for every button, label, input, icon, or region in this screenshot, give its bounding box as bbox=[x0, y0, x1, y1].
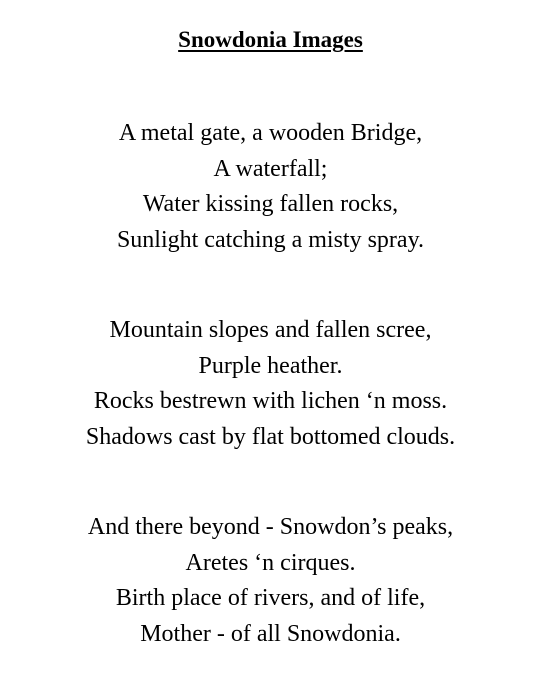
stanza-1 bbox=[0, 116, 541, 258]
stanza-1-line-4: Sunlight catching a misty spray. bbox=[116, 226, 425, 253]
stanza-1-line-3: Water kissing fallen rocks, bbox=[142, 191, 399, 217]
stanza-2-line-4: Shadows cast by flat bottomed clouds. bbox=[85, 423, 456, 450]
stanza-3 bbox=[0, 510, 541, 652]
stanza-2-line-2: Purple heather. bbox=[198, 352, 343, 379]
stanza-2 bbox=[0, 313, 541, 455]
stanza-1-line-1: A metal gate, a wooden Bridge, bbox=[118, 120, 423, 146]
stanza-2-line-3: Rocks bestrewn with lichen ‘n moss. bbox=[93, 388, 448, 414]
stanza-3-line-3: Birth place of rivers, and of life, bbox=[115, 585, 426, 611]
stanza-3-line-2: Aretes ‘n cirques. bbox=[185, 549, 356, 576]
stanza-3-line-1: And there beyond - Snowdon’s peaks, bbox=[87, 514, 454, 540]
stanza-1-line-2: A waterfall; bbox=[213, 155, 328, 182]
stanza-3-line-4: Mother - of all Snowdonia. bbox=[140, 620, 401, 647]
stanza-2-line-1: Mountain slopes and fallen scree, bbox=[109, 317, 432, 343]
poem-title: Snowdonia Images bbox=[178, 27, 363, 52]
